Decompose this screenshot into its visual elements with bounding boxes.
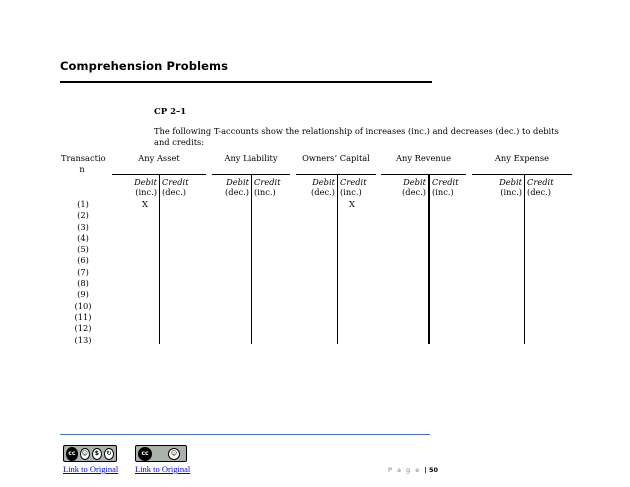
sharealike-icon: ↻ (104, 448, 114, 460)
asset-debit-mark: X (142, 199, 148, 209)
asset-credit-text: Credit (162, 177, 189, 187)
cc-by-badge[interactable] (135, 445, 187, 462)
account-header-capital: Owners’ Capital (302, 153, 370, 163)
transaction-row: (9) (77, 289, 89, 300)
by-person-icon: ☺ (168, 448, 180, 460)
transaction-row: (7) (77, 266, 89, 277)
expense-credit-text: Credit (527, 177, 554, 187)
link-to-original-1[interactable]: Link to Original (63, 464, 119, 474)
transaction-header (61, 153, 106, 175)
t-account-rule-expense (472, 174, 572, 175)
t-account-rule-revenue (381, 174, 466, 175)
section-title: Comprehension Problems (60, 59, 229, 73)
cc-by-nc-sa-badge[interactable] (63, 445, 117, 462)
capital-credit-mark: X (349, 199, 355, 209)
asset-credit-effect: (dec.) (162, 187, 186, 197)
account-header-revenue: Any Revenue (395, 153, 451, 163)
cc-icon: cc (138, 447, 152, 461)
transaction-row: (3) (77, 221, 89, 232)
t-account-divider-asset (159, 174, 160, 344)
intro-text: The following T-accounts show the relationship of increases (inc.) and decreases (dec.) to debits and credits: (154, 126, 559, 147)
transaction-header-line2: n (79, 164, 85, 174)
problem-id: CP 2–1 (154, 107, 187, 117)
liability-credit-text: Credit (254, 177, 281, 187)
transaction-row: (5) (77, 244, 89, 255)
expense-debit-text: Debit (499, 177, 522, 187)
page-number-value: | 50 (424, 466, 438, 474)
expense-credit-effect: (dec.) (527, 187, 551, 197)
transaction-row: (10) (74, 300, 92, 311)
liability-debit-text: Debit (226, 177, 249, 187)
liability-credit-effect: (inc.) (254, 187, 276, 197)
footer-rule (60, 434, 430, 435)
link-to-original-2[interactable]: Link to Original (135, 464, 191, 474)
account-header-liability: Any Liability (224, 153, 278, 163)
transaction-header-line1: Transactio (61, 153, 106, 163)
t-account-divider-capital (337, 174, 338, 344)
transaction-row: (2) (77, 210, 89, 221)
transaction-row: (4) (77, 232, 89, 243)
asset-debit-text: Debit (134, 177, 157, 187)
account-header-asset: Any Asset (138, 153, 180, 163)
capital-credit-effect: (inc.) (340, 187, 362, 197)
liability-debit-effect: (dec.) (225, 187, 249, 197)
transaction-row: (8) (77, 278, 89, 289)
page-label: P a g e (388, 466, 421, 474)
t-account-rule-capital (296, 174, 376, 175)
by-person-icon: ☺ (80, 448, 90, 460)
t-account-divider-liability (251, 174, 252, 344)
capital-debit-text: Debit (312, 177, 335, 187)
asset-debit-effect: (inc.) (135, 187, 157, 197)
revenue-credit-text: Credit (432, 177, 459, 187)
transaction-list (70, 199, 96, 346)
heading-rule (60, 81, 432, 83)
transaction-row: (13) (74, 334, 92, 345)
expense-debit-effect: (inc.) (500, 187, 522, 197)
account-header-expense: Any Expense (494, 153, 550, 163)
revenue-debit-text: Debit (403, 177, 426, 187)
capital-credit-text: Credit (340, 177, 367, 187)
cc-icon: cc (66, 447, 78, 461)
transaction-row: (12) (74, 323, 92, 334)
transaction-row: (1) (77, 199, 89, 209)
t-account-divider-expense (524, 174, 525, 344)
revenue-credit-effect: (inc.) (432, 187, 454, 197)
page-number (388, 466, 438, 474)
t-account-divider-revenue (428, 174, 430, 344)
revenue-debit-effect: (dec.) (402, 187, 426, 197)
transaction-row: (11) (74, 311, 92, 322)
noncommercial-icon: $ (92, 448, 102, 460)
capital-debit-effect: (dec.) (311, 187, 335, 197)
transaction-row: (6) (77, 255, 89, 266)
